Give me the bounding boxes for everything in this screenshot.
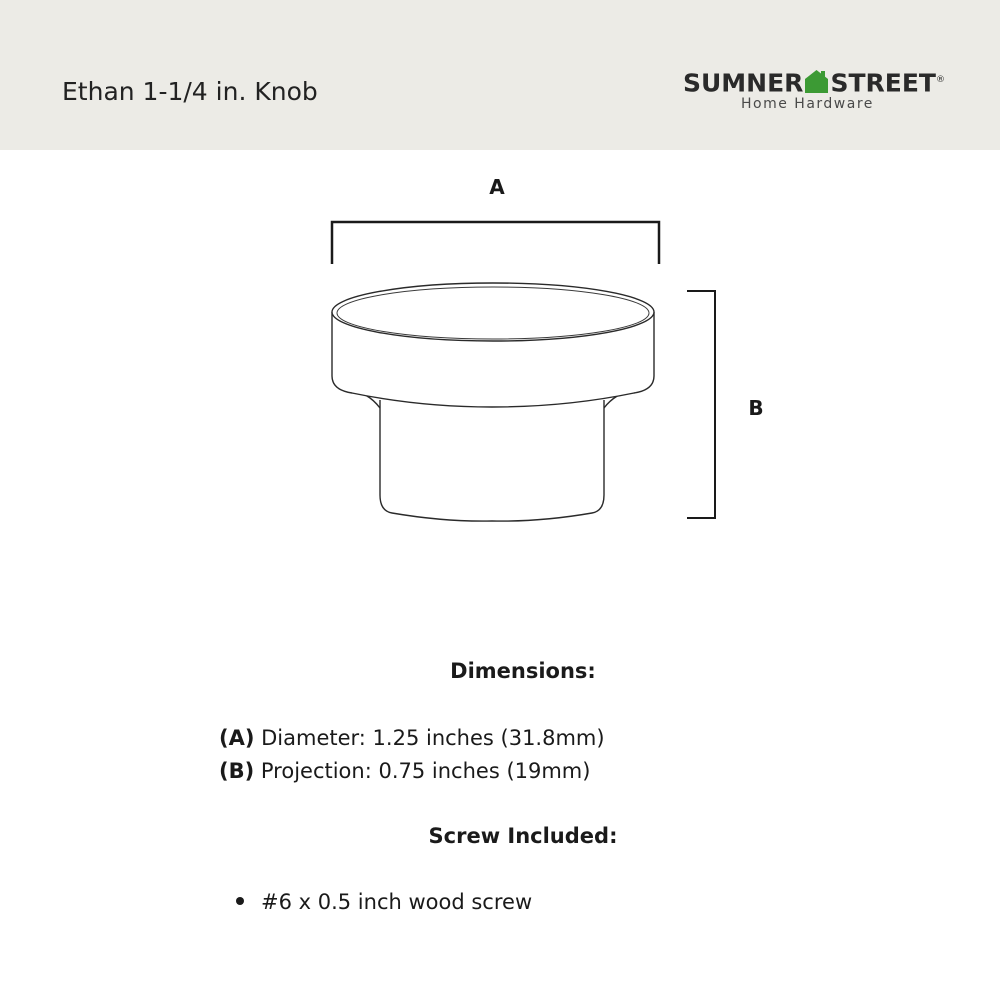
- dimension-item-projection: [219, 755, 819, 788]
- house-icon: [804, 69, 829, 93]
- dimension-b-label: B: [748, 396, 764, 420]
- logo-brand-right: STREET: [830, 68, 936, 98]
- screw-heading: Screw Included:: [428, 824, 618, 848]
- dimension-a-label: A: [489, 175, 505, 199]
- list-item: [236, 887, 532, 917]
- dimensions-heading: Dimensions:: [450, 659, 596, 683]
- knob-stem: [380, 400, 604, 521]
- dimension-a-bracket: [332, 222, 659, 264]
- dimension-letter: (A): [219, 726, 255, 750]
- dimension-list: [219, 722, 819, 788]
- screw-list: [236, 887, 532, 917]
- knob-cap-top: [332, 283, 654, 341]
- dimension-b-bracket: [687, 291, 715, 518]
- logo-brand-left: SUMNER: [683, 68, 804, 98]
- product-title: Ethan 1-1/4 in. Knob: [62, 77, 318, 106]
- brand-logo: [683, 62, 953, 117]
- header-banner: [0, 0, 1000, 150]
- knob-dimension-diagram: [0, 150, 1000, 570]
- bullet-icon: [236, 897, 244, 905]
- dimension-text: Projection: 0.75 inches (19mm): [254, 759, 591, 783]
- registered-mark: ®: [935, 75, 945, 85]
- dimension-text: Diameter: 1.25 inches (31.8mm): [254, 726, 605, 750]
- dimension-item-diameter: [219, 722, 819, 755]
- dimension-letter: (B): [219, 759, 255, 783]
- logo-tagline: Home Hardware: [741, 96, 874, 112]
- screw-item-text: #6 x 0.5 inch wood screw: [261, 890, 533, 914]
